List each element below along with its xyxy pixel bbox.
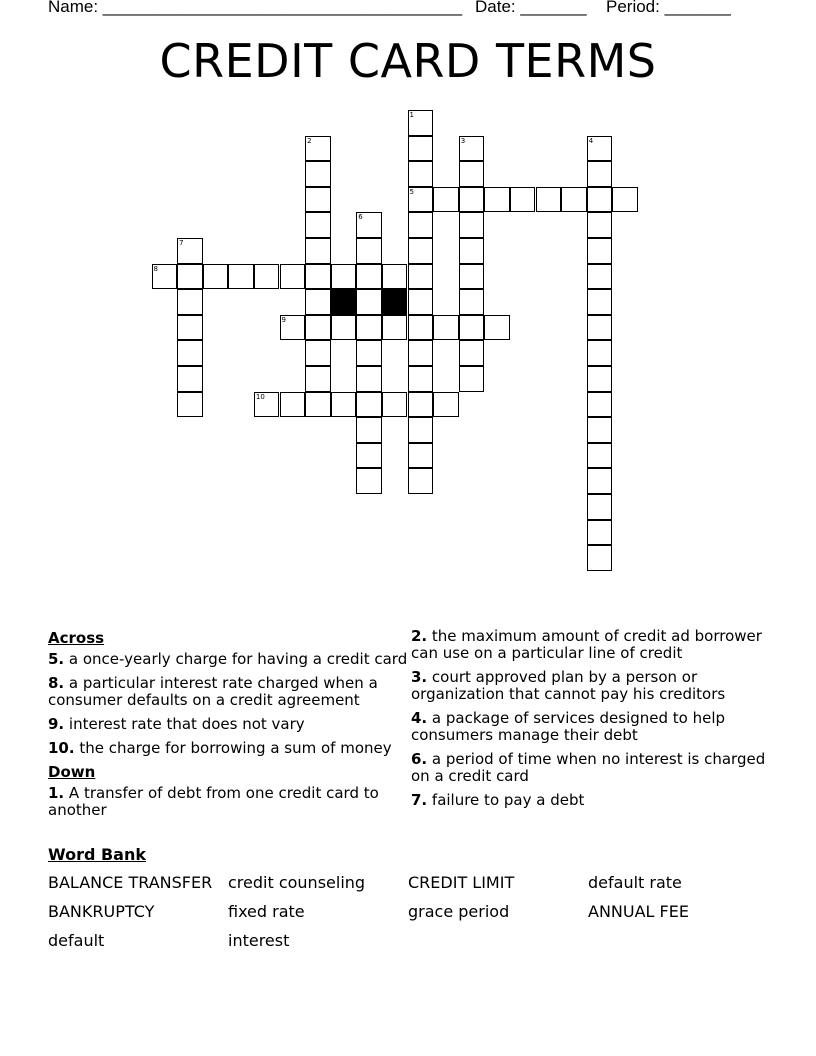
grid-cell[interactable] xyxy=(305,187,331,213)
grid-cell[interactable] xyxy=(587,187,613,213)
clue-num: 3. xyxy=(411,668,428,686)
grid-cell[interactable] xyxy=(382,264,408,290)
grid-cell[interactable] xyxy=(587,136,613,162)
clue-text: the maximum amount of credit ad borrower can use on a particular line of credit xyxy=(411,627,762,662)
clue-text: a particular interest rate charged when a consumer defaults on a credit agreement xyxy=(48,674,378,709)
word-bank-item: credit counseling xyxy=(228,873,366,892)
grid-cell[interactable] xyxy=(587,238,613,264)
grid-cell[interactable] xyxy=(408,161,434,187)
clues-column-1 xyxy=(48,628,408,826)
grid-cell[interactable] xyxy=(536,187,562,213)
grid-cell[interactable] xyxy=(459,340,485,366)
grid-cell[interactable] xyxy=(561,187,587,213)
grid-cell[interactable] xyxy=(459,187,485,213)
period-field: Period: _______ xyxy=(606,0,731,16)
grid-cell[interactable] xyxy=(177,264,203,290)
grid-cell[interactable] xyxy=(356,238,382,264)
clue-num: 5. xyxy=(48,650,65,668)
clue-item xyxy=(411,792,771,809)
grid-cell[interactable] xyxy=(587,417,613,443)
grid-cell[interactable] xyxy=(305,315,331,341)
clue-number: 7 xyxy=(179,239,184,247)
grid-cell[interactable] xyxy=(408,238,434,264)
clue-number: 5 xyxy=(409,187,414,196)
clue-number: 9 xyxy=(281,315,286,324)
grid-cell[interactable] xyxy=(305,366,331,392)
grid-cell[interactable] xyxy=(587,545,613,571)
clue-item xyxy=(48,675,408,709)
clue-item xyxy=(411,628,771,662)
grid-cell[interactable] xyxy=(331,315,357,341)
clue-item xyxy=(48,651,408,668)
grid-cell[interactable] xyxy=(356,468,382,494)
clue-number: 6 xyxy=(358,213,363,222)
grid-cell[interactable] xyxy=(408,468,434,494)
grid-cell[interactable] xyxy=(356,443,382,469)
clues-column-2 xyxy=(411,628,771,816)
grid-cell[interactable] xyxy=(305,161,331,187)
word-bank-item: default xyxy=(48,931,105,950)
clue-section-heading: Across xyxy=(48,629,105,647)
grid-cell[interactable] xyxy=(587,212,613,238)
grid-cell[interactable] xyxy=(484,187,510,213)
clue-section-heading: Down xyxy=(48,763,96,781)
grid-cell[interactable] xyxy=(587,366,613,392)
grid-cell[interactable] xyxy=(408,289,434,315)
grid-cell[interactable] xyxy=(587,161,613,187)
grid-cell[interactable] xyxy=(587,340,613,366)
grid-cell[interactable] xyxy=(587,315,613,341)
clue-text: A transfer of debt from one credit card to another xyxy=(48,784,379,819)
grid-cell[interactable] xyxy=(305,238,331,264)
grid-cell[interactable] xyxy=(305,340,331,366)
grid-cell[interactable] xyxy=(459,136,485,162)
clue-item xyxy=(411,751,771,785)
grid-cell[interactable] xyxy=(408,136,434,162)
grid-cell[interactable] xyxy=(305,212,331,238)
clue-item xyxy=(48,740,408,757)
grid-cell[interactable] xyxy=(408,443,434,469)
grid-cell[interactable] xyxy=(433,315,459,341)
grid-cell[interactable] xyxy=(408,212,434,238)
grid-cell[interactable] xyxy=(459,289,485,315)
clue-item xyxy=(411,669,771,703)
grid-cell[interactable] xyxy=(305,289,331,315)
clue-text: a package of services designed to help consumers manage their debt xyxy=(411,709,726,744)
grid-cell[interactable] xyxy=(356,392,382,418)
clue-num: 4. xyxy=(411,709,428,727)
grid-cell[interactable] xyxy=(459,315,485,341)
word-bank-item: fixed rate xyxy=(228,902,305,921)
clue-num: 1. xyxy=(48,784,65,802)
grid-cell[interactable] xyxy=(408,187,434,213)
word-bank-item: CREDIT LIMIT xyxy=(408,873,515,892)
grid-cell[interactable] xyxy=(612,187,638,213)
grid-cell[interactable] xyxy=(177,366,203,392)
grid-cell[interactable] xyxy=(280,392,306,418)
clue-item xyxy=(48,716,408,733)
clue-item xyxy=(48,785,408,819)
grid-cell[interactable] xyxy=(587,289,613,315)
grid-cell[interactable] xyxy=(305,264,331,290)
grid-cell[interactable] xyxy=(254,264,280,290)
grid-cell[interactable] xyxy=(408,366,434,392)
clue-text: a period of time when no interest is charged on a credit card xyxy=(411,750,766,785)
grid-cell[interactable] xyxy=(408,392,434,418)
grid-cell[interactable] xyxy=(356,264,382,290)
grid-cell[interactable] xyxy=(356,289,382,315)
grid-cell[interactable] xyxy=(203,264,229,290)
grid-cell[interactable] xyxy=(382,392,408,418)
clue-number: 10 xyxy=(255,392,265,401)
word-bank-item: ANNUAL FEE xyxy=(588,902,689,921)
name-field: Name: ______________________________________ xyxy=(48,0,463,16)
grid-cell[interactable] xyxy=(510,187,536,213)
clue-text: the charge for borrowing a sum of money xyxy=(74,739,392,757)
grid-cell[interactable] xyxy=(177,315,203,341)
grid-cell[interactable] xyxy=(305,392,331,418)
clue-text: court approved plan by a person or organization that cannot pay his creditors xyxy=(411,668,726,703)
grid-cell[interactable] xyxy=(177,340,203,366)
grid-cell[interactable] xyxy=(254,392,280,418)
grid-cell[interactable] xyxy=(228,264,254,290)
grid-cell[interactable] xyxy=(356,212,382,238)
grid-cell[interactable] xyxy=(408,110,434,136)
clue-num: 2. xyxy=(411,627,428,645)
grid-cell[interactable] xyxy=(408,417,434,443)
grid-cell[interactable] xyxy=(587,494,613,520)
grid-cell[interactable] xyxy=(280,315,306,341)
black-cell xyxy=(331,289,357,315)
grid-cell[interactable] xyxy=(408,264,434,290)
grid-cell[interactable] xyxy=(305,136,331,162)
grid-cell[interactable] xyxy=(382,315,408,341)
clue-text: failure to pay a debt xyxy=(427,791,585,809)
grid-cell[interactable] xyxy=(356,340,382,366)
clue-num: 6. xyxy=(411,750,428,768)
grid-cell[interactable] xyxy=(408,315,434,341)
grid-cell[interactable] xyxy=(280,264,306,290)
grid-cell[interactable] xyxy=(331,392,357,418)
clue-number: 4 xyxy=(588,136,594,145)
clue-num: 7. xyxy=(411,791,428,809)
clue-text: interest rate that does not vary xyxy=(64,715,305,733)
grid-cell[interactable] xyxy=(331,264,357,290)
word-bank-item: BANKRUPTCY xyxy=(48,902,155,921)
grid-cell[interactable] xyxy=(177,289,203,315)
word-bank-item: interest xyxy=(228,931,290,950)
grid-cell[interactable] xyxy=(587,468,613,494)
grid-cell[interactable] xyxy=(459,212,485,238)
clue-number: 8 xyxy=(153,264,158,273)
word-bank-title: Word Bank xyxy=(48,845,147,864)
grid-cell[interactable] xyxy=(408,340,434,366)
clue-num: 10. xyxy=(48,739,75,757)
clue-number: 2 xyxy=(307,136,312,145)
grid-cell[interactable] xyxy=(587,520,613,546)
word-bank-item: BALANCE TRANSFER xyxy=(48,873,213,892)
grid-cell[interactable] xyxy=(356,366,382,392)
grid-cell[interactable] xyxy=(587,443,613,469)
grid-cell[interactable] xyxy=(459,238,485,264)
grid-cell[interactable] xyxy=(177,392,203,418)
grid-cell[interactable] xyxy=(152,264,178,290)
date-field: Date: _______ xyxy=(475,0,587,16)
word-bank-item: default rate xyxy=(588,873,682,892)
grid-cell[interactable] xyxy=(459,264,485,290)
page-title: CREDIT CARD TERMS xyxy=(159,34,657,88)
grid-cell[interactable] xyxy=(177,238,203,264)
grid-cell[interactable] xyxy=(484,315,510,341)
grid-cell[interactable] xyxy=(433,392,459,418)
clue-num: 9. xyxy=(48,715,65,733)
clue-text: a once-yearly charge for having a credit card xyxy=(64,650,408,668)
grid-cell[interactable] xyxy=(459,366,485,392)
grid-cell[interactable] xyxy=(587,392,613,418)
grid-cell[interactable] xyxy=(459,161,485,187)
clue-num: 8. xyxy=(48,674,65,692)
grid-cell[interactable] xyxy=(356,417,382,443)
grid-cell[interactable] xyxy=(587,264,613,290)
clue-number: 3 xyxy=(460,136,466,145)
grid-cell[interactable] xyxy=(356,315,382,341)
clue-number: 1 xyxy=(409,111,414,119)
black-cell xyxy=(382,289,408,315)
word-bank-item: grace period xyxy=(408,902,510,921)
grid-cell[interactable] xyxy=(433,187,459,213)
clue-item xyxy=(411,710,771,744)
